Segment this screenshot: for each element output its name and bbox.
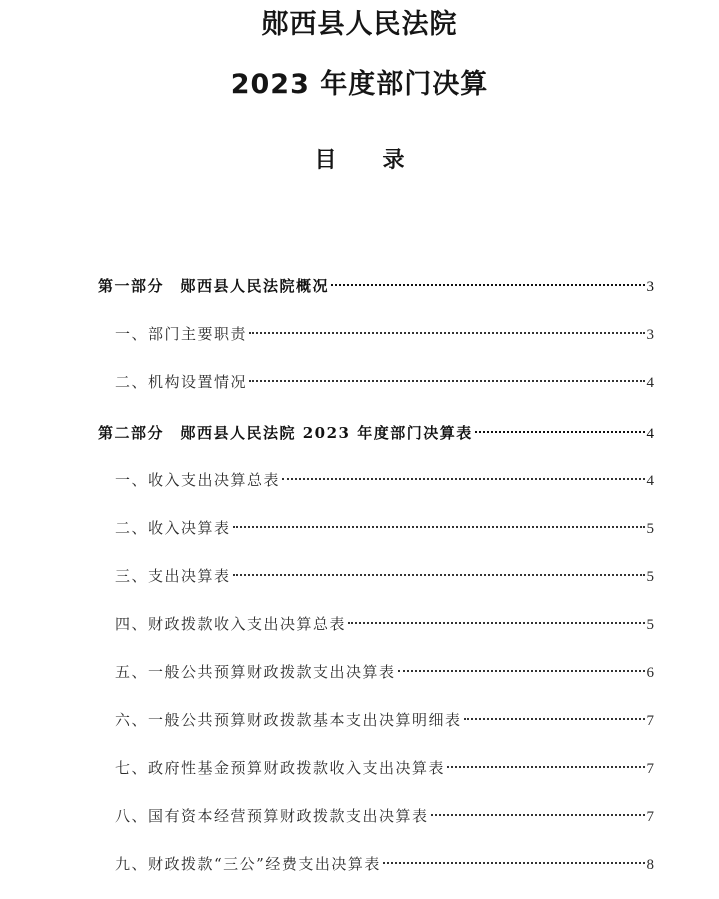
dot-leader (431, 814, 645, 816)
dot-leader (331, 284, 644, 286)
toc-heading: 目录 (314, 148, 451, 173)
dot-leader (398, 670, 645, 672)
toc-page-number: 7 (646, 713, 654, 729)
dot-leader (233, 526, 645, 528)
toc-entry-1-2[interactable] (115, 369, 654, 395)
toc-entry-2-3[interactable] (115, 563, 654, 589)
toc-page-number: 4 (646, 375, 654, 391)
toc-entry-text: 六、一般公共预算财政拨款基本支出决算明细表 (115, 711, 462, 729)
toc-page-number: 4 (646, 473, 654, 489)
toc-entry-2-2[interactable] (115, 515, 654, 541)
dot-leader (475, 431, 645, 433)
toc-entry-2-8[interactable] (115, 803, 654, 829)
toc-entry-2-1[interactable] (115, 467, 654, 493)
dot-leader (249, 380, 644, 382)
dot-leader (233, 574, 645, 576)
toc-entry-2-7[interactable] (115, 755, 654, 781)
toc-entry-2-4[interactable] (115, 611, 654, 637)
dot-leader (383, 862, 645, 864)
toc-entry-part-1[interactable] (98, 273, 654, 299)
toc-page-number: 7 (646, 809, 654, 825)
toc-entry-text: 七、政府性基金预算财政拨款收入支出决算表 (115, 759, 446, 777)
toc-page-number: 8 (646, 857, 654, 873)
toc-entry-part-2[interactable] (98, 420, 654, 446)
toc-entry-text: 五、一般公共预算财政拨款支出决算表 (115, 663, 396, 681)
toc-entry-text: 四、财政拨款收入支出决算总表 (115, 615, 347, 633)
toc-entry-text: 九、财政拨款“三公”经费支出决算表 (115, 855, 381, 873)
toc-page-number: 6 (646, 665, 654, 681)
toc-entry-text: 八、国有资本经营预算财政拨款支出决算表 (115, 807, 429, 825)
toc-page-number: 3 (646, 327, 654, 343)
toc-entry-text: 一、收入支出决算总表 (115, 471, 281, 489)
toc-entry-text: 二、机构设置情况 (115, 373, 248, 391)
toc-entry-text: 一、部门主要职责 (115, 325, 248, 343)
toc-entry-2-5[interactable] (115, 659, 654, 685)
toc-page-number: 5 (646, 569, 654, 585)
toc-page-number: 7 (646, 761, 654, 777)
dot-leader (447, 766, 644, 768)
toc-entry-text: 第二部分 郧西县人民法院 2023 年度部门决算表 (98, 424, 473, 442)
toc-page-number: 5 (646, 617, 654, 633)
toc-page-number: 4 (646, 426, 654, 442)
toc-page-number: 3 (646, 279, 654, 295)
dot-leader (249, 332, 644, 334)
toc-entry-2-9[interactable] (115, 851, 654, 877)
toc-entry-2-6[interactable] (115, 707, 654, 733)
dot-leader (348, 622, 644, 624)
toc-page-number: 5 (646, 521, 654, 537)
document-title: 郧西县人民法院 (261, 9, 458, 40)
document-subtitle: 2023 年度部门决算 (230, 69, 489, 100)
toc-entry-text: 三、支出决算表 (115, 567, 231, 585)
toc-entry-text: 二、收入决算表 (115, 519, 231, 537)
toc-entry-1-1[interactable] (115, 321, 654, 347)
dot-leader (282, 478, 644, 480)
toc-entry-text: 第一部分 郧西县人民法院概况 (98, 277, 330, 295)
dot-leader (464, 718, 645, 720)
